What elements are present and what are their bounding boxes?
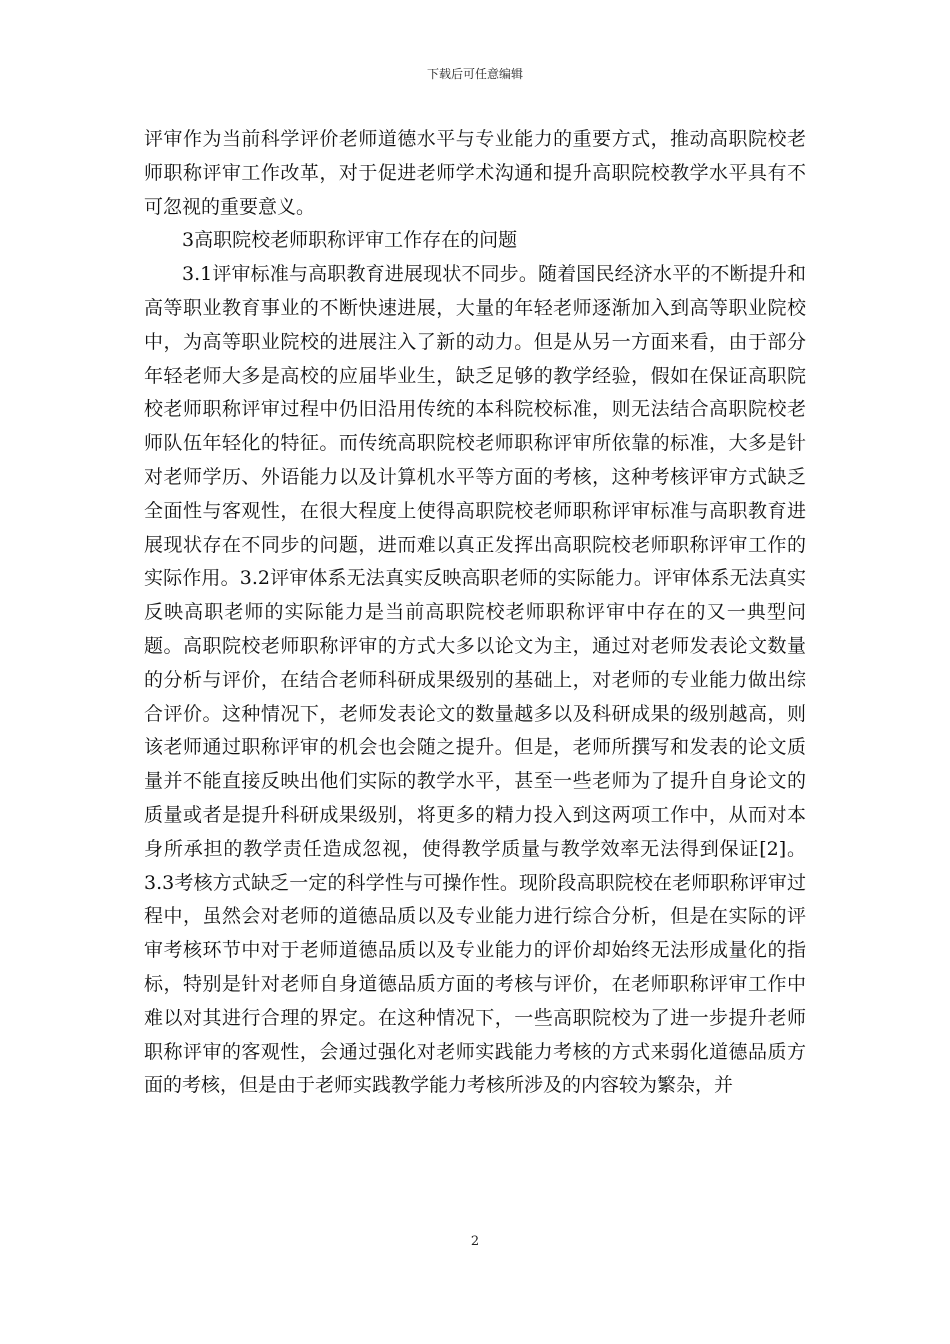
section-heading: 3高职院校老师职称评审工作存在的问题	[182, 229, 518, 252]
paragraph-intro: 评审作为当前科学评价老师道德水平与专业能力的重要方式，推动高职院校老师职称评审工作改革，对于促进老师学术沟通和提升高职院校教学水平具有不可忽视的重要意义。	[144, 128, 806, 218]
paragraph-body: 3.1评审标准与高职教育进展现状不同步。随着国民经济水平的不断提升和高等职业教育事业的不断快速进展，大量的年轻老师逐渐加入到高等职业院校中，为高等职业院校的进展注入了新的动力。但是从另一方面来看，由于部分年轻老师大多是高校的应届毕业生，缺乏足够的教学经验，假如在保证高职院校老师职称评审过程中仍旧沿用传统的本科院校标准，则无法结合高职院校老师队伍年轻化的特征。而传统高职院校老师职称评审所依靠的标准，大多是针对老师学历、外语能力以及计算机水平等方面的考核，这种考核评审方式缺乏全面性与客观性，在很大程度上使得高职院校老师职称评审标准与高职教育进展现状存在不同步的问题，进而难以真正发挥出高职院校老师职称评审工作的实际作用。3.2评审体系无法真实反映高职老师的实际能力。评审体系无法真实反映高职老师的实际能力是当前高职院校老师职称评审中存在的又一典型问题。高职院校老师职称评审的方式大多以论文为主，通过对老师发表论文数量的分析与评价，在结合老师科研成果级别的基础上，对老师的专业能力做出综合评价。这种情况下，老师发表论文的数量越多以及科研成果的级别越高，则该老师通过职称评审的机会也会随之提升。但是，老师所撰写和发表的论文质量并不能直接反映出他们实际的教学水平，甚至一些老师为了提升自身论文的质量或者是提升科研成果级别，将更多的精力投入到这两项工作中，从而对本身所承担的教学责任造成忽视，使得教学质量与教学效率无法得到保证[2]。3.3考核方式缺乏一定的科学性与可操作性。现阶段高职院校在老师职称评审过程中，虽然会对老师的道德品质以及专业能力进行综合分析，但是在实际的评审考核环节中对于老师道德品质以及专业能力的评价却始终无法形成量化的指标，特别是针对老师自身道德品质方面的考核与评价，在老师职称评审工作中难以对其进行合理的界定。在这种情况下，一些高职院校为了进一步提升老师职称评审的客观性，会通过强化对老师实践能力考核的方式来弱化道德品质方面的考核，但是由于老师实践教学能力考核所涉及的内容较为繁杂，并	[144, 263, 806, 1097]
page-number: 2	[470, 1234, 480, 1249]
document-body	[144, 123, 806, 1103]
page-header: 下载后可任意编辑	[426, 67, 523, 81]
